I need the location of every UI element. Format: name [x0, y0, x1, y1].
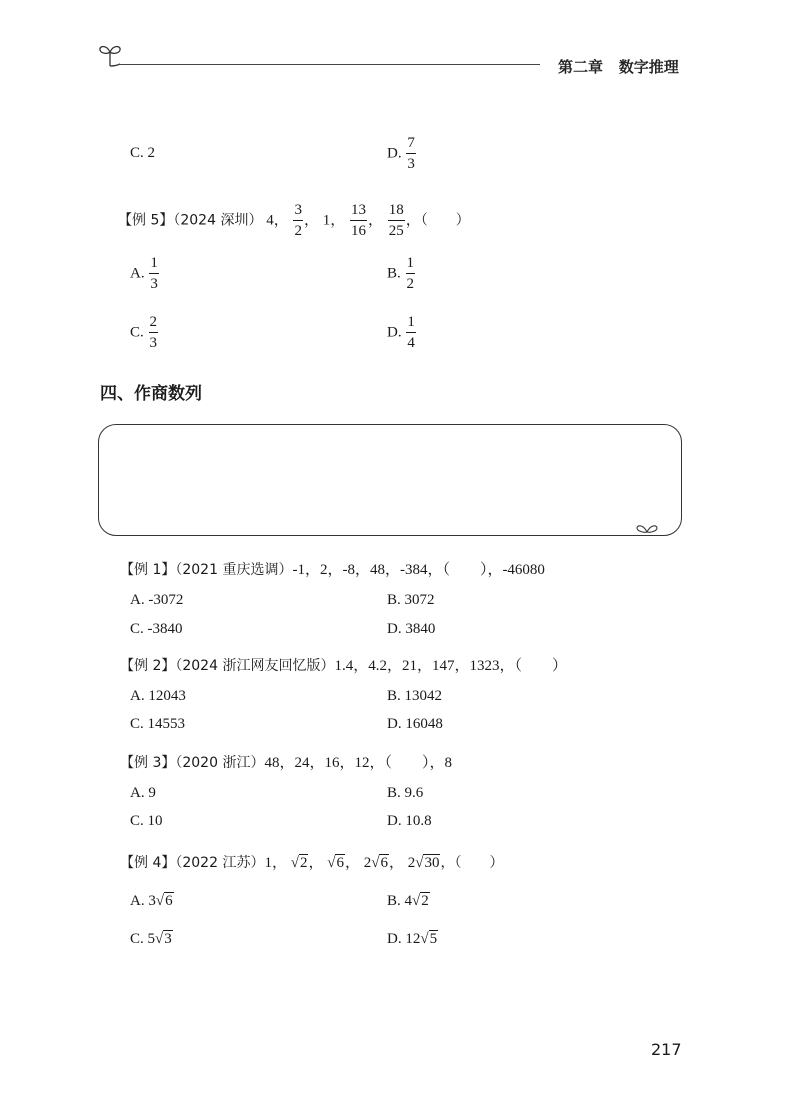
fraction: $\frac{1}{3}$ — [150, 255, 158, 292]
page-number: 217 — [651, 1040, 682, 1059]
option-b: B. 4√2 — [387, 893, 429, 909]
option-d: D. 3840 — [387, 621, 436, 637]
option-c: C. 14553 — [130, 716, 186, 732]
chapter-header — [558, 56, 679, 77]
section-title: 四、作商数列 — [100, 384, 202, 404]
option-c: C. $\frac{2}{3}$ — [130, 314, 158, 351]
option-a: A. -3072 — [130, 592, 184, 608]
option-d: D. 16048 — [387, 716, 443, 732]
sqrt: √3 — [155, 931, 172, 947]
option-d: D. 12√5 — [387, 931, 438, 947]
header-rule — [120, 64, 540, 65]
chapter-topic: 数字推理 — [618, 58, 679, 76]
fraction: $\frac{13}{16}$ — [351, 202, 366, 239]
fraction: $\frac{1}{2}$ — [406, 255, 415, 292]
example-source: （2021 重庆选调） — [175, 562, 293, 578]
fraction: $\frac{1}{4}$ — [407, 314, 415, 351]
option-c: C. 2 — [130, 145, 156, 161]
example-tag: 【例 3】 — [120, 755, 176, 771]
option-c: C. 10 — [130, 813, 163, 829]
sqrt: √6 — [371, 855, 388, 871]
chapter-label: 第二章 — [558, 58, 604, 76]
example-source: （2024 深圳） — [173, 212, 263, 229]
example-tag: 【例 2】 — [120, 658, 176, 674]
question-example-3 — [120, 752, 452, 774]
fraction: $\frac{18}{25}$ — [388, 202, 404, 239]
option-b: B. 13042 — [387, 688, 443, 704]
fraction: $\frac{3}{2}$ — [294, 202, 302, 239]
option-d: D. $\frac{7}{3}$ — [387, 135, 415, 172]
example-tag: 【例 4】 — [120, 855, 176, 871]
question-example-5: 【例 5】（2024 深圳） 4， $\frac{3}{2}$ ， 1， $\frac{13}{16}$ ， $\frac{18}{25}$ ，（ ） — [118, 202, 470, 239]
option-a: A. 3√6 — [130, 893, 173, 909]
example-source: （2024 浙江网友回忆版） — [175, 658, 335, 674]
option-c: C. -3840 — [130, 621, 183, 637]
option-a: A. 12043 — [130, 688, 186, 704]
sequence: 48，24，16，12，（ ），8 — [264, 755, 452, 771]
fraction: $\frac{7}{3}$ — [407, 135, 415, 172]
fraction: $\frac{2}{3}$ — [149, 314, 158, 351]
option-a: A. 9 — [130, 785, 156, 801]
sqrt: √2 — [290, 855, 308, 871]
example-tag: 【例 1】 — [120, 562, 176, 578]
question-example-2 — [120, 655, 567, 677]
example-source: （2022 江苏） — [175, 855, 265, 871]
notes-box — [98, 424, 682, 536]
leaf-icon — [636, 522, 658, 534]
sqrt: √30 — [415, 855, 440, 871]
question-example-1 — [120, 559, 545, 581]
example-source: （2020 浙江） — [175, 755, 265, 771]
question-example-4: 【例 4】（2022 江苏）1， √2， √6， 2√6， 2√30，（ ） — [120, 852, 503, 874]
sequence: 1.4，4.2，21，147，1323，（ ） — [334, 658, 567, 674]
option-c: C. 5√3 — [130, 931, 172, 947]
option-a: A. $\frac{1}{3}$ — [130, 255, 158, 292]
sqrt: √2 — [412, 893, 429, 909]
option-b: B. 9.6 — [387, 785, 424, 801]
option-b: B. $\frac{1}{2}$ — [387, 255, 415, 292]
sqrt: √6 — [155, 893, 173, 909]
sqrt: √5 — [420, 931, 438, 947]
sequence: -1，2，-8，48，-384，（ ），-46080 — [292, 562, 545, 578]
sqrt: √6 — [327, 855, 344, 871]
option-b: B. 3072 — [387, 592, 435, 608]
example-tag: 【例 5】 — [118, 212, 174, 229]
option-d: D. 10.8 — [387, 813, 432, 829]
option-d: D. $\frac{1}{4}$ — [387, 314, 415, 351]
